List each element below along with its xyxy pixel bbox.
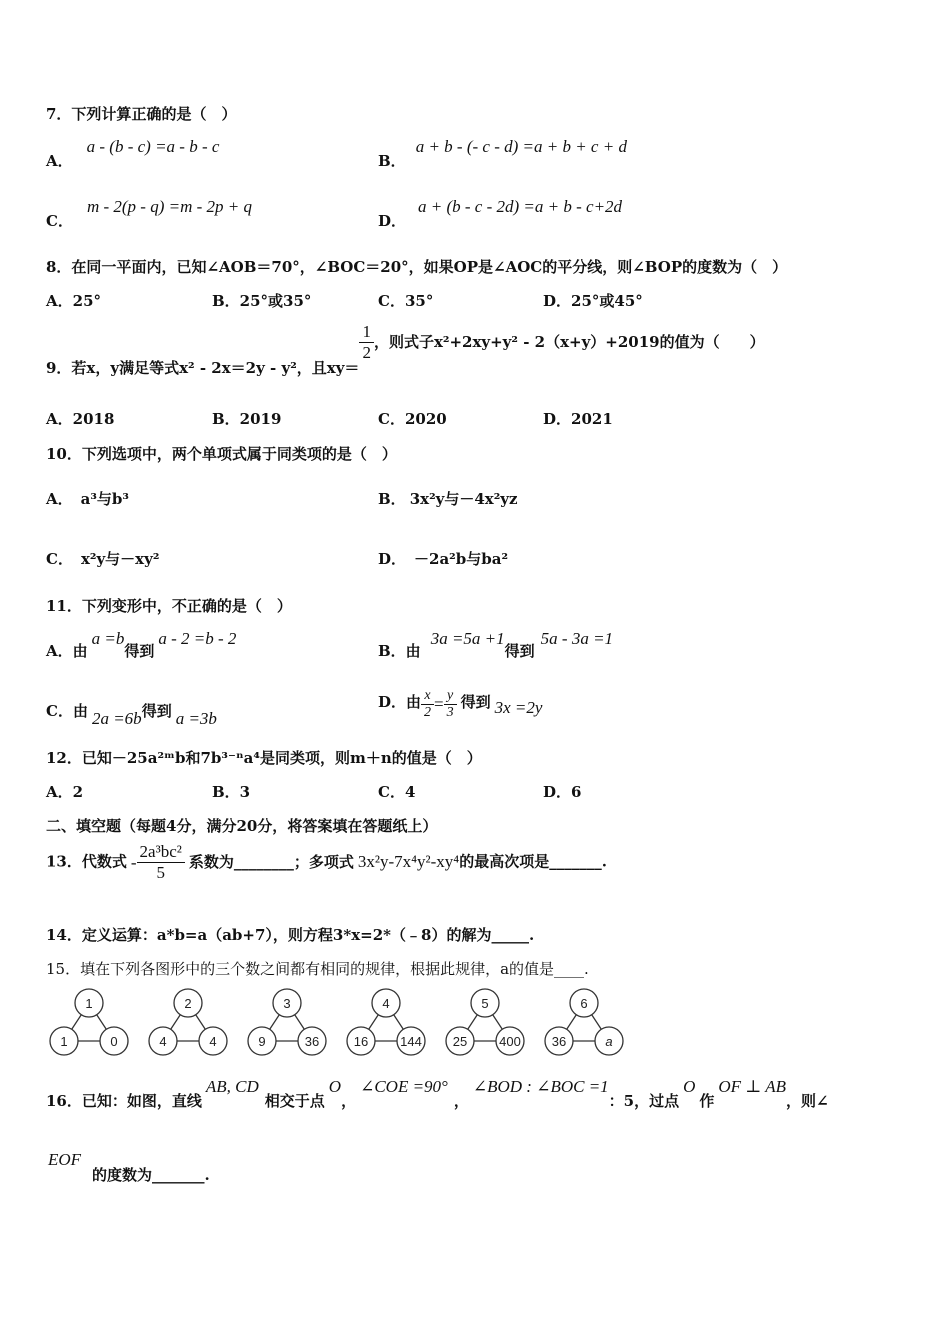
q9-fraction: $\frac{1}{2}$ xyxy=(359,322,374,363)
q7-stem: 7．下列计算正确的是（ ） xyxy=(46,105,237,123)
q15-circle-value: 1 xyxy=(85,996,93,1011)
q15-circle-value: a xyxy=(605,1034,613,1049)
q10-option-d: D． －2a²b与ba² xyxy=(378,550,509,568)
q11-option-c: C．由 2a =6b得到 a =3b xyxy=(46,702,217,728)
q16-stem-cont: EOF xyxy=(48,1150,82,1169)
q15-circle-value: 36 xyxy=(304,1034,320,1049)
section-heading: 二、填空题（每题4分，满分20分，将答案填在答题纸上） xyxy=(46,817,438,835)
q9-option-a: A．2018 xyxy=(46,410,115,428)
q10-option-c: C． x²y与－xy² xyxy=(46,550,160,568)
q15-circle-value: 25 xyxy=(452,1034,468,1049)
q15-circle-value: 36 xyxy=(551,1034,567,1049)
q15-circle-value: 400 xyxy=(499,1034,521,1049)
q15-figures xyxy=(40,986,640,1056)
q9-option-d: D．2021 xyxy=(543,410,613,428)
q11-option-b: B．由3a =5a +1得到5a - 3a =1 xyxy=(378,629,614,660)
q15-circle-value: 4 xyxy=(382,996,390,1011)
q9-stem: 9．若x，y满足等式x² - 2x＝2y - y²，且xy＝ $\frac{1}{2}$ ，则式子x²+2xy+y² - 2（x+y）+2019的值为（ ） xyxy=(46,322,765,377)
q16-stem: 16．已知：如图，直线AB, CD相交于点O，∠COE =90°，∠BOD : ∠BOC =1：5，过点O作OF ⊥ AB，则∠ xyxy=(46,1077,829,1110)
q13-stem: 13．代数式 - $\frac{\text{2a³bc²}}{5}$ 系数为________；多项式 3x²y-7x⁴y²-xy⁴的最高次项是_______. xyxy=(46,842,607,882)
q15-circle-value: 4 xyxy=(209,1034,217,1049)
q12-stem: 12．已知－25a²ᵐb和7b³⁻ⁿa⁴是同类项，则m＋n的值是（ ） xyxy=(46,749,482,767)
q11-option-a: A．由a =b得到a - 2 =b - 2 xyxy=(46,629,237,660)
q8-stem: 8．在同一平面内，已知∠AOB＝70°，∠BOC＝20°，如果OP是∠AOC的平分线，则∠BOP的度数为（ ） xyxy=(46,258,788,276)
q15-circle-value: 2 xyxy=(184,996,192,1011)
q8-option-b: B．25°或35° xyxy=(212,292,312,310)
q9-option-c: C．2020 xyxy=(378,410,447,428)
q13-fraction: $\frac{\text{2a³bc²}}{5}$ xyxy=(137,842,185,883)
q15-circle-value: 4 xyxy=(159,1034,167,1049)
q15-figure xyxy=(248,989,326,1055)
q8-option-d: D．25°或45° xyxy=(543,292,643,310)
q7-option-c: C．m - 2(p - q) =m - 2p + q xyxy=(46,197,253,230)
q15-circle-value: 3 xyxy=(283,996,291,1011)
q7-option-b: B．a + b - (- c - d) =a + b + c + d xyxy=(378,137,627,170)
q15-circle-value: 9 xyxy=(258,1034,266,1049)
q15-figure xyxy=(347,989,425,1055)
q15-figure xyxy=(446,989,524,1055)
q12-option-a: A．2 xyxy=(46,783,84,801)
q10-option-a: A． a³与b³ xyxy=(46,490,129,508)
q15-figure xyxy=(50,989,128,1055)
q15-stem: 15．填在下列各图形中的三个数之间都有相同的规律，根据此规律，a的值是____. xyxy=(46,960,589,978)
q12-option-d: D．6 xyxy=(543,783,582,801)
q15-circle-value: 5 xyxy=(481,996,489,1011)
q15-circle-value: 0 xyxy=(110,1034,118,1049)
q10-stem: 10．下列选项中，两个单项式属于同类项的是（ ） xyxy=(46,445,397,463)
q15-figure xyxy=(545,989,623,1055)
q15-circle-value: 16 xyxy=(353,1034,369,1049)
q15-circle-value: 1 xyxy=(60,1034,68,1049)
q15-circle-value: 144 xyxy=(400,1034,422,1049)
q8-option-c: C．35° xyxy=(378,292,434,310)
q11-option-d: D．由 $\frac{x}{2}$ = $\frac{y}{3}$ 得到 3x =2y xyxy=(378,688,543,720)
q8-option-a: A．25° xyxy=(46,292,102,310)
q9-option-b: B．2019 xyxy=(212,410,282,428)
q11-stem: 11．下列变形中，不正确的是（ ） xyxy=(46,597,292,615)
q7-option-d: D．a + (b - c - 2d) =a + b - c+2d xyxy=(378,197,623,230)
q7-option-a: A．a - (b - c) =a - b - c xyxy=(46,137,220,170)
q14-stem: 14．定义运算：a*b=a（ab+7），则方程3*x=2*（﹣8）的解为_____. xyxy=(46,926,535,944)
q15-circle-value: 6 xyxy=(580,996,588,1011)
q16-stem-end: 的度数为_______. xyxy=(92,1166,210,1184)
q12-option-c: C．4 xyxy=(378,783,416,801)
q15-figure xyxy=(149,989,227,1055)
q10-option-b: B． 3x²y与－4x²yz xyxy=(378,490,518,508)
q12-option-b: B．3 xyxy=(212,783,251,801)
